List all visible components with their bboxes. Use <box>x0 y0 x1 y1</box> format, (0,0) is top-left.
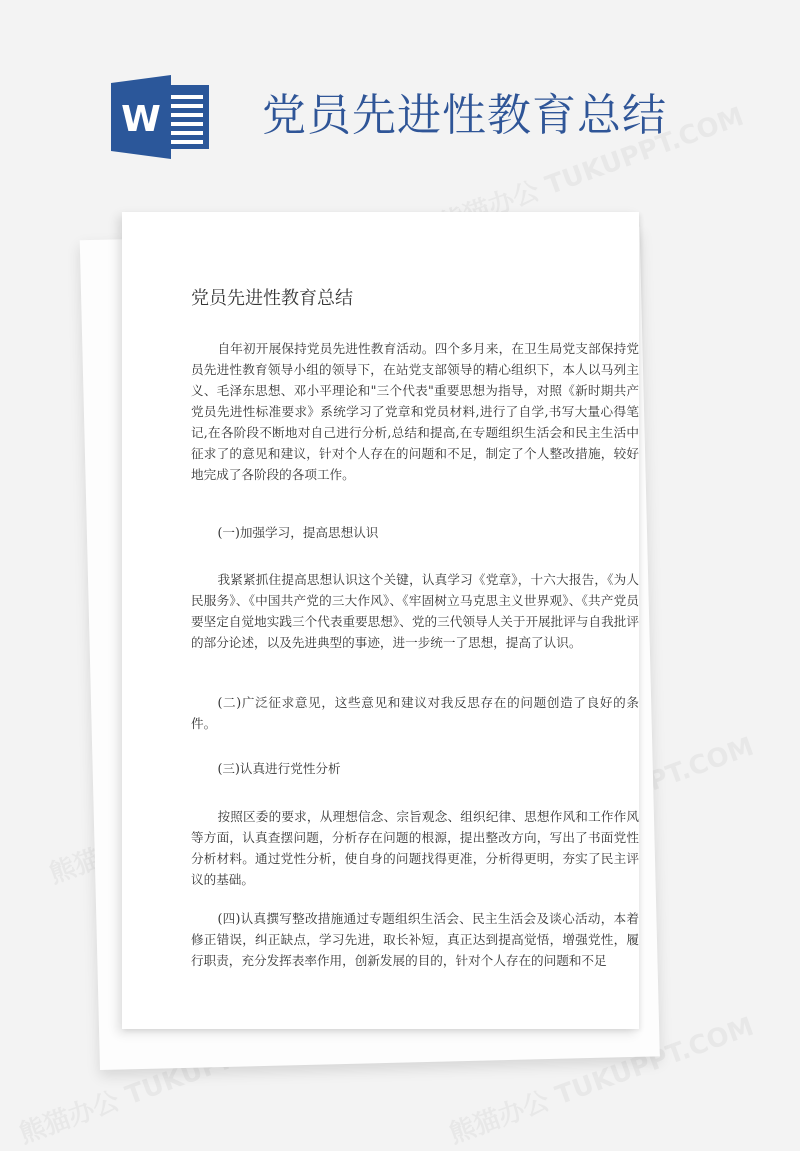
section-heading-1: (一)加强学习，提高思想认识 <box>217 525 379 540</box>
svg-text:W: W <box>121 99 161 140</box>
document-page <box>122 212 639 1029</box>
section-heading-4: (四)认真撰写整改措施通过专题组织生活会、民主生活会及谈心活动，本着修正错误，纠正缺点，学习先进，取长补短，真正达到提高觉悟，增强党性，履行职责，充分发挥表率作用，创新发展的目的，针对个人存在的问题和不足 <box>191 911 639 968</box>
banner-title: 党员先进性教育总结 <box>262 90 667 141</box>
section-heading-3: (三)认真进行党性分析 <box>217 761 341 776</box>
paragraph-intro: 自年初开展保持党员先进性教育活动。四个多月来，在卫生局党支部保持党员先进性教育领导小组的领导下，在站党支部领导的精心组织下，本人以马列主义、毛泽东思想、邓小平理论和"三个代表"重要思想为指导，对照《新时期共产党员先进性标准要求》系统学习了党章和党员材料,进行了自学,书写大量心得笔记,在各阶段不断地对自己进行分析,总结和提高,在专题组织生活会和民主生活中征求了的意见和建议，针对个人存在的问题和不足，制定了个人整改措施，较好地完成了各阶段的各项工作。 <box>191 341 639 482</box>
paragraph-section-1: 我紧紧抓住提高思想认识这个关键，认真学习《党章》，十六大报告，《为人民服务》、《中国共产党的三大作风》、《牢固树立马克思主义世界观》、《共产党员要坚定自觉地实践三个代表重要思想》、党的三代领导人关于开展批评与自我批评的部分论述，以及先进典型的事迹，进一步统一了思想，提高了认识。 <box>191 572 639 650</box>
paragraph-section-3: 按照区委的要求，从理想信念、宗旨观念、组织纪律、思想作风和工作作风等方面，认真查摆问题，分析存在问题的根源，提出整改方向，写出了书面党性分析材料。通过党性分析，使自身的问题找得更准，分析得更明，夯实了民主评议的基础。 <box>191 809 639 887</box>
document-title: 党员先进性教育总结 <box>191 288 353 309</box>
word-icon <box>111 75 211 159</box>
section-heading-2: (二)广泛征求意见，这些意见和建议对我反思存在的问题创造了良好的条件。 <box>191 695 639 731</box>
